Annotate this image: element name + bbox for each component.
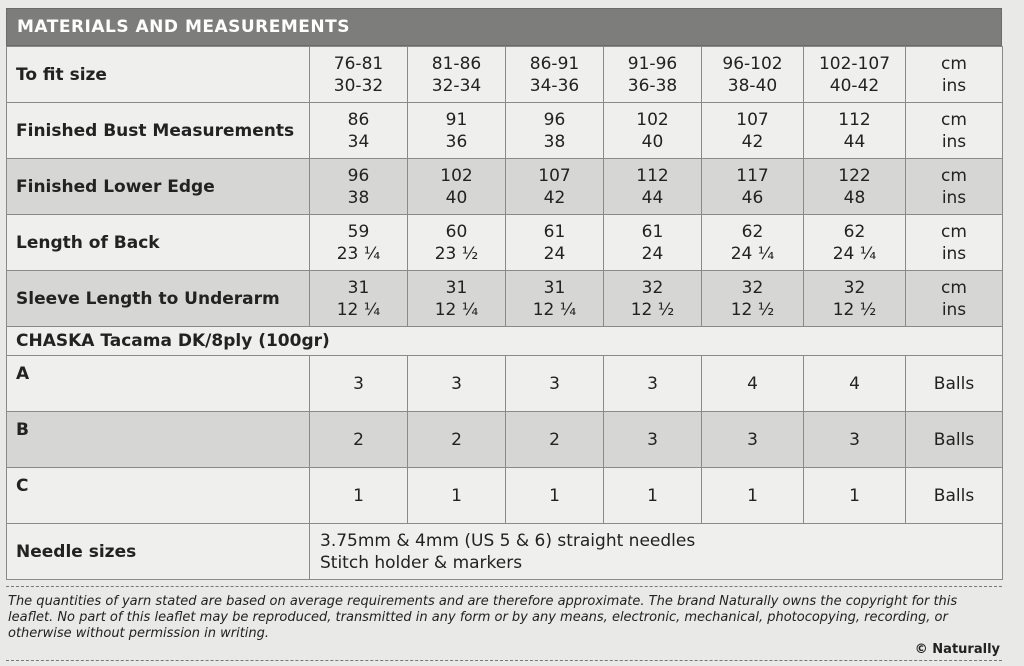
size-cell xyxy=(310,47,408,103)
size-cell xyxy=(506,47,604,103)
cm-value: 59 xyxy=(347,221,370,242)
cm-value: 62 xyxy=(741,221,764,242)
ins-value: 24 ¼ xyxy=(832,243,877,264)
ball-count: 3 xyxy=(604,412,702,468)
unit-label: Balls xyxy=(906,356,1003,412)
ball-count: 2 xyxy=(310,412,408,468)
size-cell xyxy=(506,103,604,159)
ball-count: 3 xyxy=(804,412,906,468)
ins-value: 38-40 xyxy=(727,75,778,96)
ball-count: 2 xyxy=(506,412,604,468)
ins-value: 24 xyxy=(543,243,566,264)
size-cell xyxy=(702,159,804,215)
needle-text: Stitch holder & markers xyxy=(320,552,523,573)
size-cell xyxy=(702,215,804,271)
yarn-title: CHASKA Tacama DK/8ply (100gr) xyxy=(7,327,1003,356)
row-label: To fit size xyxy=(7,47,310,103)
ball-count: 1 xyxy=(408,468,506,524)
cm-value: 112 xyxy=(838,109,871,130)
yarn-row xyxy=(7,412,1003,468)
yarn-row xyxy=(7,468,1003,524)
unit-label: ins xyxy=(941,243,967,264)
yarn-row xyxy=(7,356,1003,412)
ins-value: 32-34 xyxy=(431,75,482,96)
yarn-color-label: A xyxy=(7,356,310,412)
cm-value: 31 xyxy=(347,277,370,298)
needle-text: 3.75mm & 4mm (US 5 & 6) straight needles xyxy=(320,530,696,551)
ins-value: 12 ¼ xyxy=(336,299,381,320)
ins-value: 42 xyxy=(741,131,764,152)
ball-count: 1 xyxy=(702,468,804,524)
ball-count: 3 xyxy=(310,356,408,412)
cm-value: 32 xyxy=(843,277,866,298)
ball-count: 1 xyxy=(604,468,702,524)
unit-label: ins xyxy=(941,299,967,320)
unit-cell xyxy=(906,271,1003,327)
ins-value: 23 ½ xyxy=(434,243,479,264)
ball-count: 1 xyxy=(506,468,604,524)
unit-cell xyxy=(906,103,1003,159)
ball-count: 4 xyxy=(702,356,804,412)
ins-value: 42 xyxy=(543,187,566,208)
ins-value: 12 ½ xyxy=(832,299,877,320)
ins-value: 44 xyxy=(843,131,866,152)
size-cell xyxy=(408,215,506,271)
cm-value: 112 xyxy=(636,165,669,186)
ins-value: 24 xyxy=(641,243,664,264)
size-cell xyxy=(408,47,506,103)
row-label: Length of Back xyxy=(7,215,310,271)
cm-value: 61 xyxy=(543,221,566,242)
ball-count: 1 xyxy=(310,468,408,524)
cm-value: 96 xyxy=(543,109,566,130)
divider-top xyxy=(6,586,1002,587)
unit-label: Balls xyxy=(906,468,1003,524)
unit-cell xyxy=(906,47,1003,103)
cm-value: 107 xyxy=(538,165,571,186)
size-cell xyxy=(310,215,408,271)
cm-value: 61 xyxy=(641,221,664,242)
copyright-notice: The quantities of yarn stated are based on average requirements and are therefore approximate. The brand Naturally owns the copyright for this leaflet. No part of this leaflet may be reproduced, transmitted in any form or by any means, electronic, mechanical, photocopying, recording, or otherwise without permission in writing. xyxy=(8,594,958,641)
ball-count: 2 xyxy=(408,412,506,468)
size-cell xyxy=(804,271,906,327)
ball-count: 3 xyxy=(604,356,702,412)
cm-value: 91-96 xyxy=(627,53,678,74)
cm-value: 62 xyxy=(843,221,866,242)
ins-value: 44 xyxy=(641,187,664,208)
size-cell xyxy=(604,103,702,159)
unit-label: ins xyxy=(941,75,967,96)
unit-label: cm xyxy=(941,109,967,130)
size-cell xyxy=(310,103,408,159)
size-cell xyxy=(804,103,906,159)
cm-value: 96-102 xyxy=(722,53,783,74)
unit-cell xyxy=(906,215,1003,271)
ball-count: 3 xyxy=(506,356,604,412)
cm-value: 31 xyxy=(543,277,566,298)
size-cell xyxy=(804,215,906,271)
cm-value: 122 xyxy=(838,165,871,186)
ins-value: 36-38 xyxy=(627,75,678,96)
unit-label: cm xyxy=(941,165,967,186)
ins-value: 12 ½ xyxy=(730,299,775,320)
cm-value: 31 xyxy=(445,277,468,298)
cm-value: 86 xyxy=(347,109,370,130)
ins-value: 36 xyxy=(445,131,468,152)
unit-cell xyxy=(906,159,1003,215)
unit-label: cm xyxy=(941,221,967,242)
ball-count: 4 xyxy=(804,356,906,412)
row-label: Finished Lower Edge xyxy=(7,159,310,215)
ins-value: 34-36 xyxy=(529,75,580,96)
ins-value: 12 ¼ xyxy=(434,299,479,320)
size-cell xyxy=(506,159,604,215)
cm-value: 76-81 xyxy=(333,53,384,74)
cm-value: 32 xyxy=(641,277,664,298)
cm-value: 32 xyxy=(741,277,764,298)
ins-value: 23 ¼ xyxy=(336,243,381,264)
yarn-color-label: B xyxy=(7,412,310,468)
unit-label: ins xyxy=(941,131,967,152)
ins-value: 12 ½ xyxy=(630,299,675,320)
cm-value: 91 xyxy=(445,109,468,130)
size-cell xyxy=(604,47,702,103)
row-label: Sleeve Length to Underarm xyxy=(7,271,310,327)
size-cell xyxy=(310,159,408,215)
ball-count: 3 xyxy=(702,412,804,468)
measure-row xyxy=(7,215,1003,271)
size-cell xyxy=(702,47,804,103)
ins-value: 34 xyxy=(347,131,370,152)
ball-count: 3 xyxy=(408,356,506,412)
size-cell xyxy=(604,159,702,215)
needle-row xyxy=(7,524,1003,580)
ins-value: 38 xyxy=(347,187,370,208)
size-cell xyxy=(506,271,604,327)
ins-value: 40 xyxy=(445,187,468,208)
unit-label: cm xyxy=(941,277,967,298)
ins-value: 46 xyxy=(741,187,764,208)
measure-row xyxy=(7,103,1003,159)
materials-sheet xyxy=(6,8,1002,580)
ins-value: 48 xyxy=(843,187,866,208)
cm-value: 60 xyxy=(445,221,468,242)
row-label: Finished Bust Measurements xyxy=(7,103,310,159)
needle-label: Needle sizes xyxy=(7,524,310,580)
ins-value: 30-32 xyxy=(333,75,384,96)
cm-value: 96 xyxy=(347,165,370,186)
measure-row xyxy=(7,271,1003,327)
cm-value: 102 xyxy=(440,165,473,186)
unit-label: Balls xyxy=(906,412,1003,468)
cm-value: 107 xyxy=(736,109,769,130)
cm-value: 86-91 xyxy=(529,53,580,74)
cm-value: 81-86 xyxy=(431,53,482,74)
copyright-mark: © Naturally xyxy=(914,642,1000,657)
ball-count: 1 xyxy=(804,468,906,524)
size-cell xyxy=(506,215,604,271)
size-cell xyxy=(804,47,906,103)
ins-value: 40-42 xyxy=(829,75,880,96)
yarn-title-row xyxy=(7,327,1003,356)
cm-value: 102 xyxy=(636,109,669,130)
size-cell xyxy=(804,159,906,215)
ins-value: 38 xyxy=(543,131,566,152)
divider-bottom xyxy=(6,660,1002,661)
ins-value: 12 ¼ xyxy=(532,299,577,320)
unit-label: cm xyxy=(941,53,967,74)
section-title: MATERIALS AND MEASUREMENTS xyxy=(6,8,1002,46)
measure-row xyxy=(7,159,1003,215)
size-cell xyxy=(702,271,804,327)
needle-details xyxy=(310,524,1003,580)
unit-label: ins xyxy=(941,187,967,208)
ins-value: 24 ¼ xyxy=(730,243,775,264)
size-cell xyxy=(604,215,702,271)
ins-value: 40 xyxy=(641,131,664,152)
measure-row xyxy=(7,47,1003,103)
yarn-color-label: C xyxy=(7,468,310,524)
cm-value: 102-107 xyxy=(818,53,891,74)
cm-value: 117 xyxy=(736,165,769,186)
size-cell xyxy=(702,103,804,159)
size-cell xyxy=(310,271,408,327)
measurements-table xyxy=(6,46,1003,580)
size-cell xyxy=(408,159,506,215)
size-cell xyxy=(408,103,506,159)
size-cell xyxy=(408,271,506,327)
size-cell xyxy=(604,271,702,327)
